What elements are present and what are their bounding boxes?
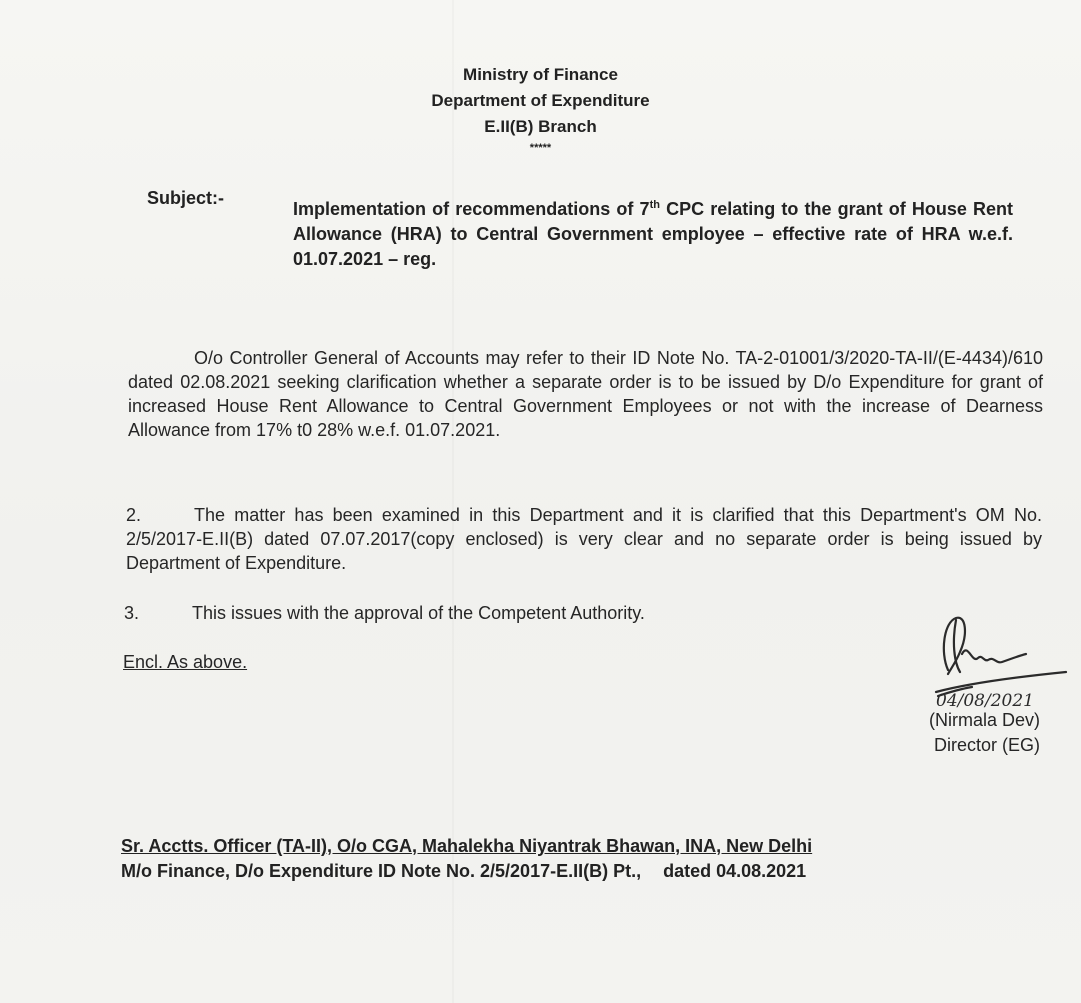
handwritten-signature	[926, 612, 1076, 712]
paragraph-3-text: This issues with the approval of the Competent Authority.	[192, 603, 645, 623]
subject-superscript: th	[649, 199, 660, 211]
paragraph-2	[126, 503, 1042, 575]
footer-date: dated 04.08.2021	[663, 861, 807, 881]
footer-addressee: Sr. Acctts. Officer (TA-II), O/o CGA, Mahalekha Niyantrak Bhawan, INA, New Delhi	[121, 836, 813, 856]
ministry-name: Ministry of Finance	[463, 65, 618, 84]
branch-name: E.II(B) Branch	[484, 117, 597, 136]
subject-label: Subject:-	[147, 188, 225, 208]
subject-text-part1: Implementation of recommendations of 7	[293, 199, 650, 219]
paragraph-2-number: 2.	[126, 505, 142, 525]
subject-text-part2: CPC relating to the grant of House Rent Allowance (HRA) to Central Government employee – effective rate of HRA w.e.f. 01.07.2021 – reg.	[293, 199, 1013, 269]
paragraph-3-number: 3.	[124, 603, 140, 623]
signatory-block	[880, 708, 1040, 758]
signature-date: 04/08/2021	[936, 691, 1034, 711]
signatory-name: (Nirmala Dev)	[928, 710, 1040, 730]
letterhead	[0, 62, 1081, 140]
paragraph-2-text: The matter has been examined in this Department and it is clarified that this Department's OM No. 2/5/2017-E.II(B) dated 07.07.2017(copy enclosed) is very clear and no separate order is being issued by Department of Expenditure.	[126, 505, 1042, 573]
enclosure-note: Encl. As above.	[123, 652, 248, 672]
subject-text	[293, 193, 1013, 272]
paragraph-1: O/o Controller General of Accounts may refer to their ID Note No. TA-2-01001/3/2020-TA-II/(E-4434)/610 dated 02.08.2021 seeking clarification whether a separate order is to be issued by D/o Expenditure for grant of increased House Rent Allowance to Central Government Employees or not with the increase of Dearness Allowance from 17% t0 28% w.e.f. 01.07.2021.	[128, 348, 1043, 440]
header-stars: *****	[529, 142, 552, 154]
paragraph-3	[124, 601, 824, 625]
signatory-designation: Director (EG)	[933, 735, 1040, 755]
footer-id-note-line	[121, 859, 812, 884]
footer-block	[121, 834, 812, 884]
footer-id-note: M/o Finance, D/o Expenditure ID Note No. 2/5/2017-E.II(B) Pt.,	[121, 861, 642, 881]
department-name: Department of Expenditure	[431, 91, 650, 110]
